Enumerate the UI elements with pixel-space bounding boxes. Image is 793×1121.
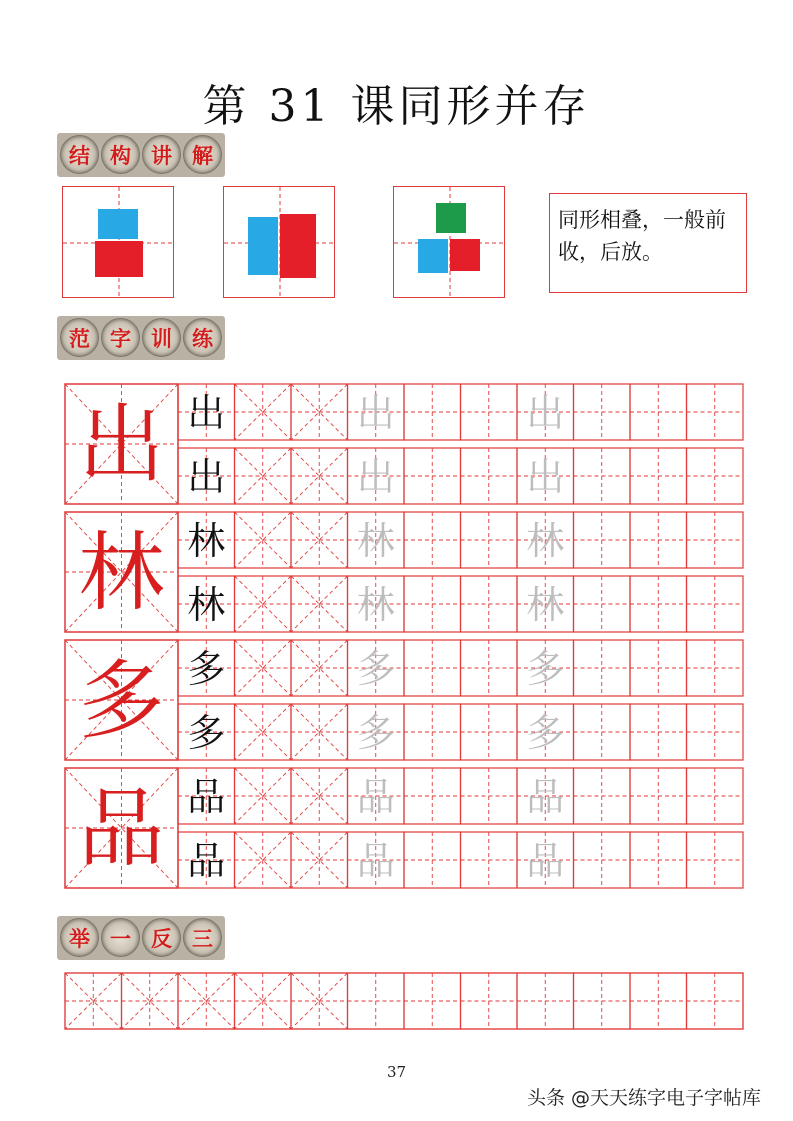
section-badge: 字 <box>101 318 140 357</box>
section-badge: 解 <box>183 135 222 174</box>
trace-char: 多 <box>526 711 565 755</box>
section-badge: 反 <box>142 918 181 957</box>
trace-char: 多 <box>356 711 395 755</box>
section-badge: 训 <box>142 318 181 357</box>
reference-char: 品 <box>187 775 226 819</box>
section-badge: 构 <box>101 135 140 174</box>
reference-char: 出 <box>187 391 226 435</box>
trace-char: 出 <box>526 391 565 435</box>
section-badge: 三 <box>183 918 222 957</box>
reference-char: 多 <box>187 711 226 755</box>
reference-char: 林 <box>187 519 226 563</box>
section-badge: 结 <box>60 135 99 174</box>
trace-char: 出 <box>356 391 395 435</box>
model-char: 林 <box>78 523 165 623</box>
page-number: 37 <box>386 1063 407 1081</box>
reference-char: 林 <box>187 583 226 627</box>
trace-char: 多 <box>356 647 395 691</box>
model-char: 多 <box>78 651 165 751</box>
section-header-extension <box>57 916 225 960</box>
reference-char: 多 <box>187 647 226 691</box>
section-badge: 举 <box>60 918 99 957</box>
section-badge: 练 <box>183 318 222 357</box>
trace-char: 林 <box>526 583 565 627</box>
section-badge: 范 <box>60 318 99 357</box>
trace-char: 林 <box>526 519 565 563</box>
section-badge: 讲 <box>142 135 181 174</box>
section-badge: 一 <box>101 918 140 957</box>
trace-char: 出 <box>356 455 395 499</box>
trace-char: 品 <box>526 775 565 819</box>
watermark: 头条 @天天练字电子字帖库 <box>527 1087 762 1109</box>
trace-char: 多 <box>526 647 565 691</box>
trace-char: 林 <box>356 583 395 627</box>
trace-char: 品 <box>356 839 395 883</box>
trace-char: 林 <box>356 519 395 563</box>
model-char: 品 <box>78 779 165 879</box>
trace-char: 品 <box>526 839 565 883</box>
reference-char: 出 <box>187 455 226 499</box>
structure-note: 同形相叠，一般前收，后放。 <box>549 193 747 293</box>
reference-char: 品 <box>187 839 226 883</box>
trace-char: 出 <box>526 455 565 499</box>
page-title: 第 31 课同形并存 <box>202 81 591 132</box>
model-char: 出 <box>78 395 165 495</box>
trace-char: 品 <box>356 775 395 819</box>
